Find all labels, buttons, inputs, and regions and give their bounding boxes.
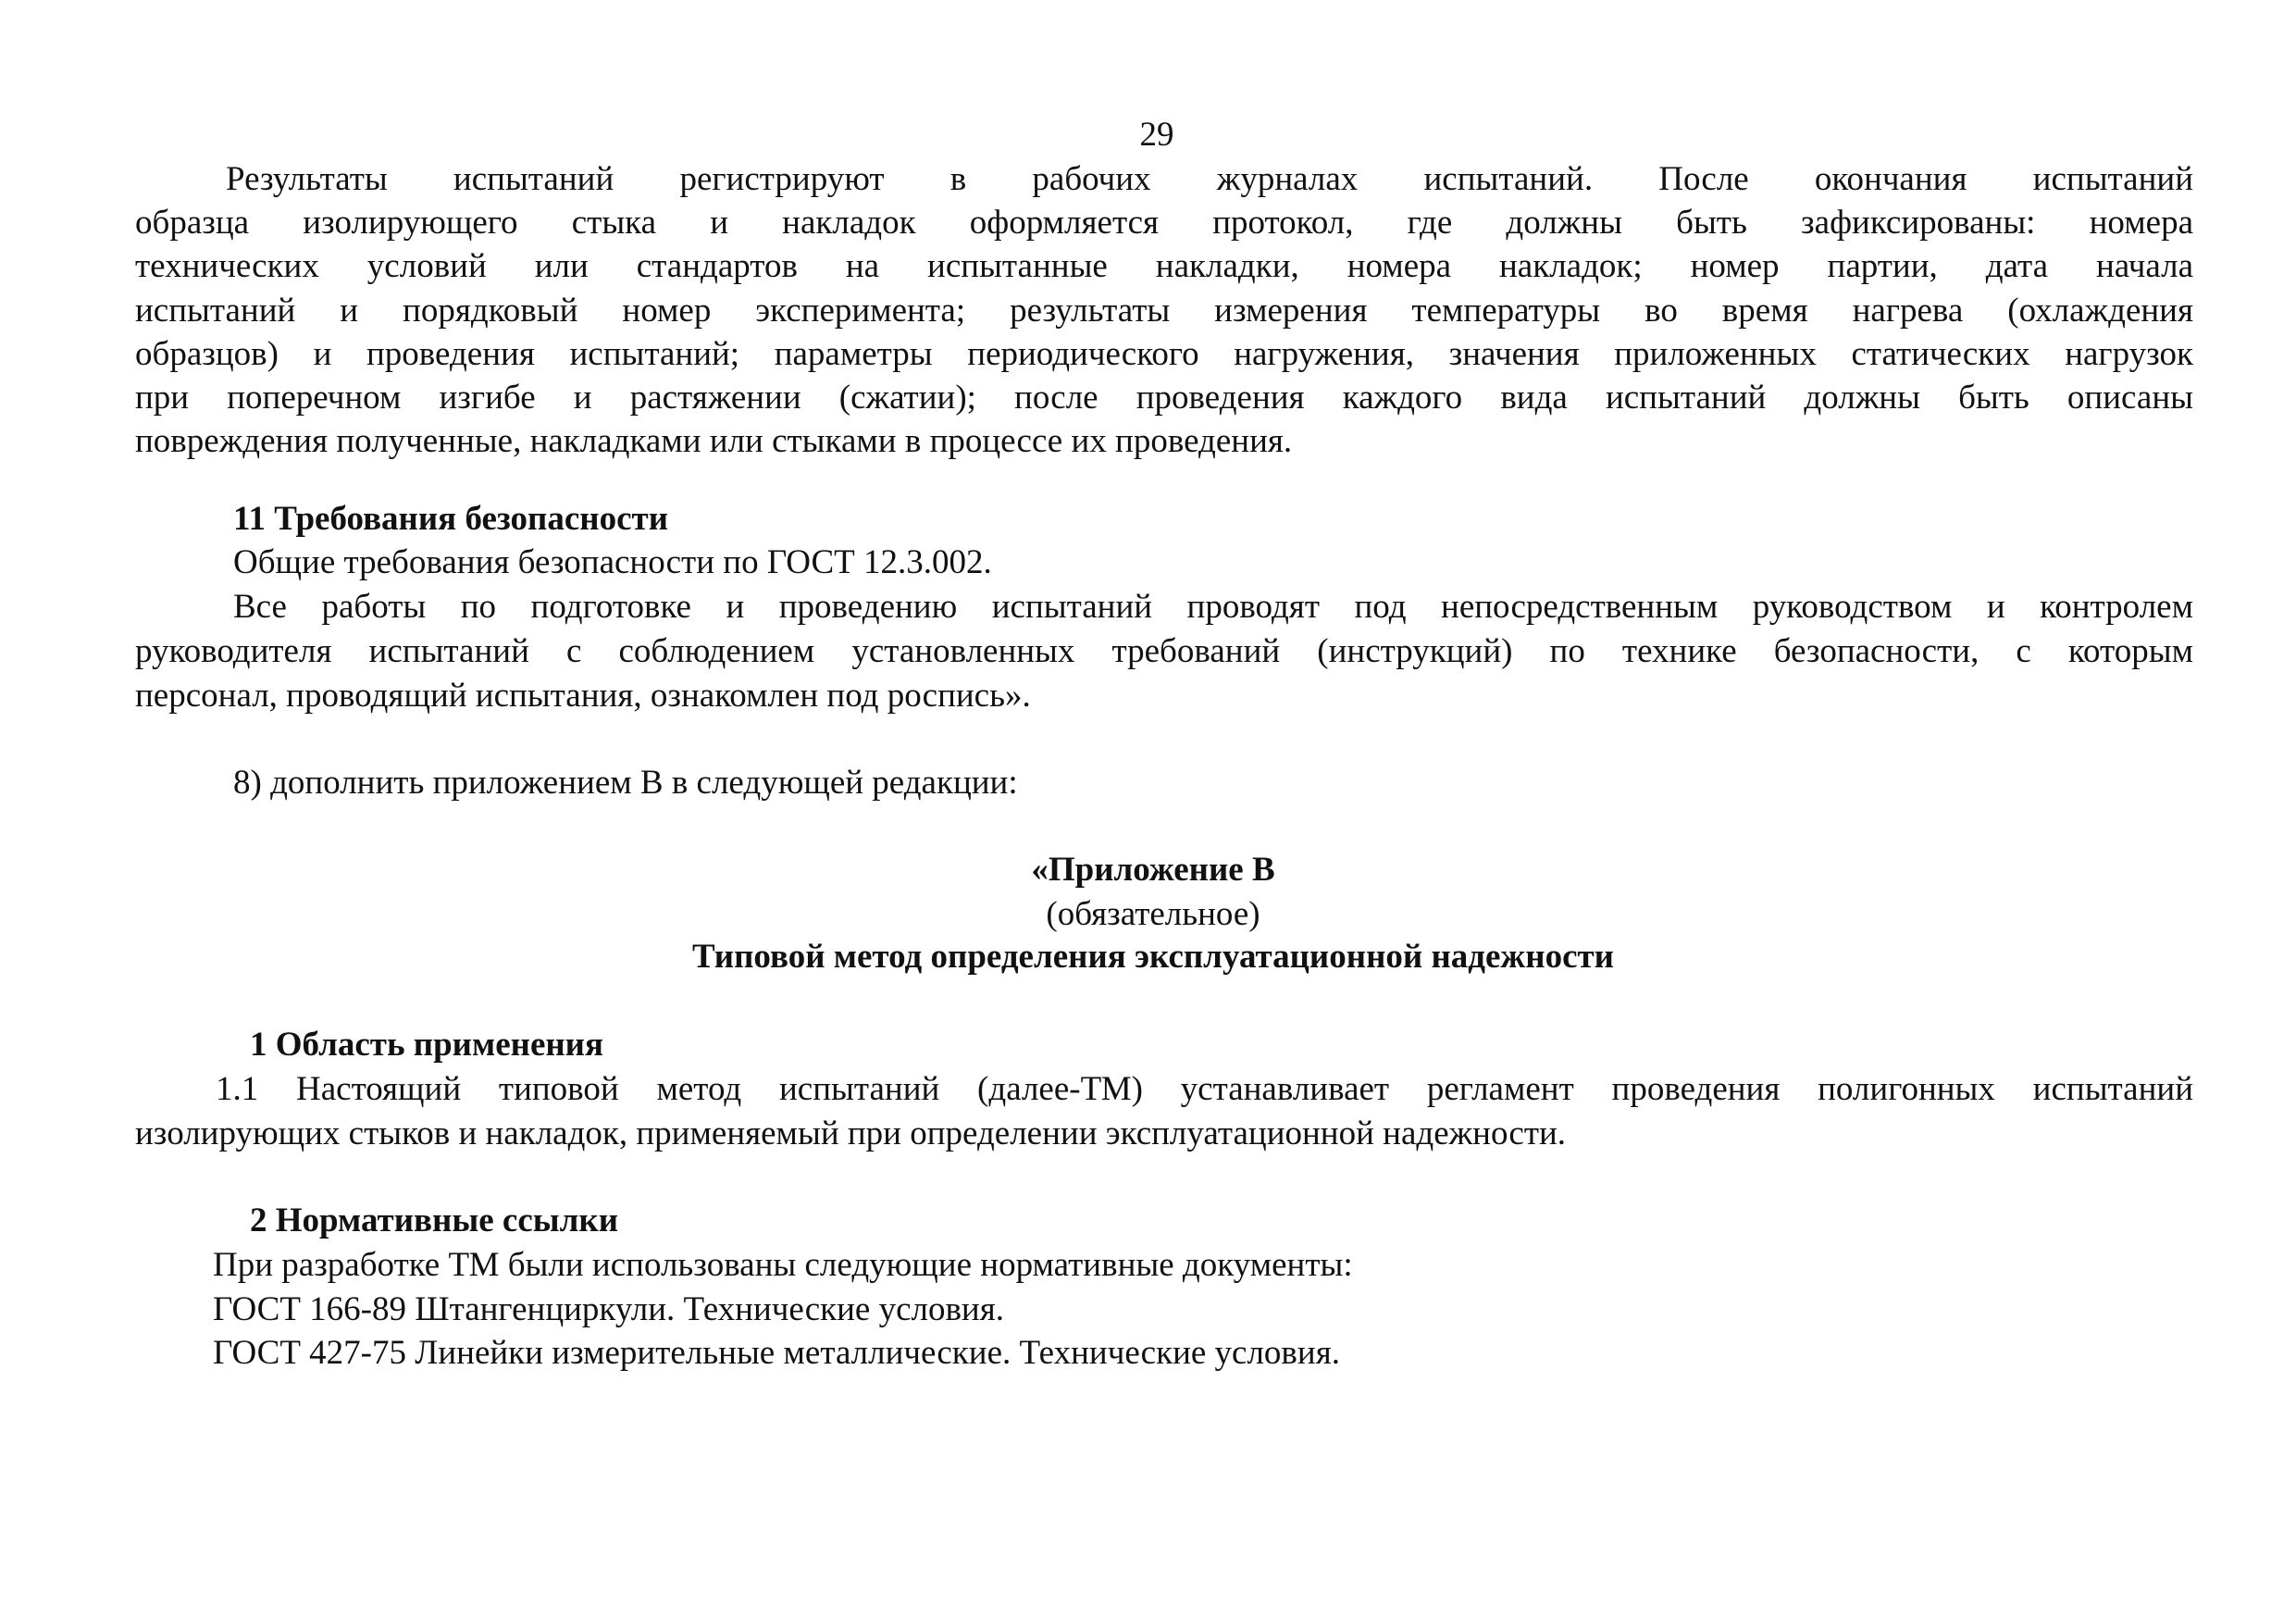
appendix-status: (обязательное) (1046, 895, 1260, 933)
text-line: 1.1 Настоящий типовой метод испытаний (далее-ТМ) устанавливает регламент проведения полигонных испытаний (216, 1070, 2193, 1108)
section-heading: 11 Требования безопасности (233, 500, 669, 538)
appendix-title: «Приложение В (1031, 851, 1275, 889)
text-line: образцов) и проведения испытаний; параметры периодического нагружения, значения приложенных статических нагрузок (135, 335, 2193, 373)
text-line: Все работы по подготовке и проведению испытаний проводят под непосредственным руководством и контролем (233, 588, 2193, 626)
text-line: руководителя испытаний с соблюдением установленных требований (инструкций) по технике безопасности, с которым (135, 632, 2193, 670)
text-line: При разработке ТМ были использованы следующие нормативные документы: (213, 1246, 1353, 1284)
text-line: при поперечном изгибе и растяжении (сжатии); после проведения каждого вида испытаний должны быть описаны (135, 379, 2193, 417)
section-heading: 1 Область применения (250, 1026, 604, 1064)
page-number: 29 (1139, 116, 1174, 154)
amendment-line: 8) дополнить приложением В в следующей редакции: (233, 764, 1018, 802)
text-line: персонал, проводящий испытания, ознакомлен под роспись». (135, 677, 1031, 715)
reference-item: ГОСТ 166-89 Штангенциркули. Технические условия. (213, 1290, 1004, 1328)
appendix-name: Типовой метод определения эксплуатационной надежности (692, 938, 1614, 976)
section-heading: 2 Нормативные ссылки (250, 1202, 619, 1239)
reference-item: ГОСТ 427-75 Линейки измерительные металлические. Технические условия. (213, 1334, 1340, 1372)
text-line: изолирующих стыков и накладок, применяемый при определении эксплуатационной надежности. (135, 1115, 1567, 1152)
text-line: технических условий или стандартов на испытанные накладки, номера накладок; номер партии, дата начала (135, 247, 2193, 285)
text-line: испытаний и порядковый номер эксперимента; результаты измерения температуры во время нагрева (охлаждения (135, 292, 2193, 330)
text-line: повреждения полученные, накладками или стыками в процессе их проведения. (135, 422, 1293, 460)
text-line: образца изолирующего стыка и накладок оформляется протокол, где должны быть зафиксированы: номера (135, 204, 2193, 242)
text-line: Общие требования безопасности по ГОСТ 12.3.002. (233, 543, 992, 581)
text-line: Результаты испытаний регистрируют в рабочих журналах испытаний. После окончания испытаний (226, 160, 2193, 198)
